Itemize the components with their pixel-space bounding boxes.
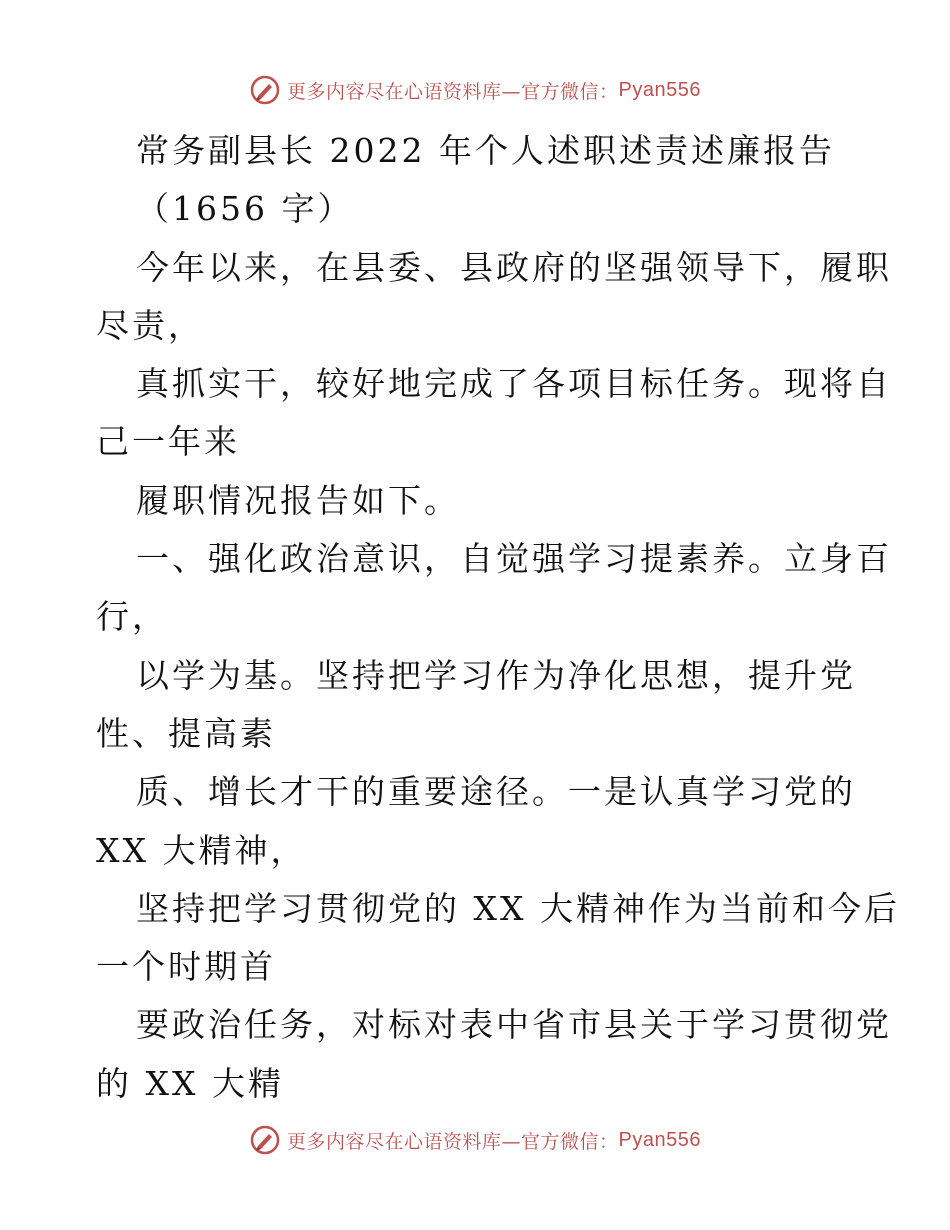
banner-handle: Pyan556 — [618, 78, 701, 101]
paragraph-line: 以学为基。坚持把学习作为净化思想，提升党 — [136, 655, 856, 695]
pen-logo-icon — [249, 74, 281, 106]
document-subtitle: （1656 字） — [136, 189, 354, 229]
paragraph-line: 行， — [96, 597, 168, 637]
paragraph-line: 今年以来，在县委、县政府的坚强领导下，履职 — [136, 247, 892, 287]
paragraph-line: 履职情况报告如下。 — [136, 480, 460, 520]
banner-text: 更多内容尽在心语资料库—官方微信： — [287, 80, 619, 103]
paragraph-line: 尽责， — [96, 305, 204, 345]
document-body — [96, 122, 900, 1113]
banner-text: 更多内容尽在心语资料库—官方微信： — [287, 1130, 619, 1153]
paragraph-line: 真抓实干，较好地完成了各项目标任务。现将自 — [136, 364, 892, 404]
paragraph-line: 性、提高素 — [96, 713, 276, 753]
banner-handle: Pyan556 — [618, 1128, 701, 1151]
paragraph-line: XX 大精神， — [96, 830, 307, 870]
paragraph-line: 要政治任务，对标对表中省市县关于学习贯彻党 — [136, 1005, 892, 1045]
paragraph-line: 己一年来 — [96, 422, 240, 462]
paragraph-line: 质、增长才干的重要途径。一是认真学习党的 — [136, 772, 856, 812]
section-heading-line: 一、强化政治意识，自觉强学习提素养。立身百 — [136, 539, 892, 579]
header-banner — [0, 70, 950, 110]
pen-logo-icon — [249, 1124, 281, 1156]
document-title: 常务副县长 2022 年个人述职述责述廉报告 — [136, 131, 835, 170]
paragraph-line: 一个时期首 — [96, 947, 276, 987]
paragraph-line: 坚持把学习贯彻党的 XX 大精神作为当前和今后 — [136, 888, 900, 928]
paragraph-line: 的 XX 大精 — [96, 1063, 284, 1103]
footer-banner — [0, 1120, 950, 1160]
